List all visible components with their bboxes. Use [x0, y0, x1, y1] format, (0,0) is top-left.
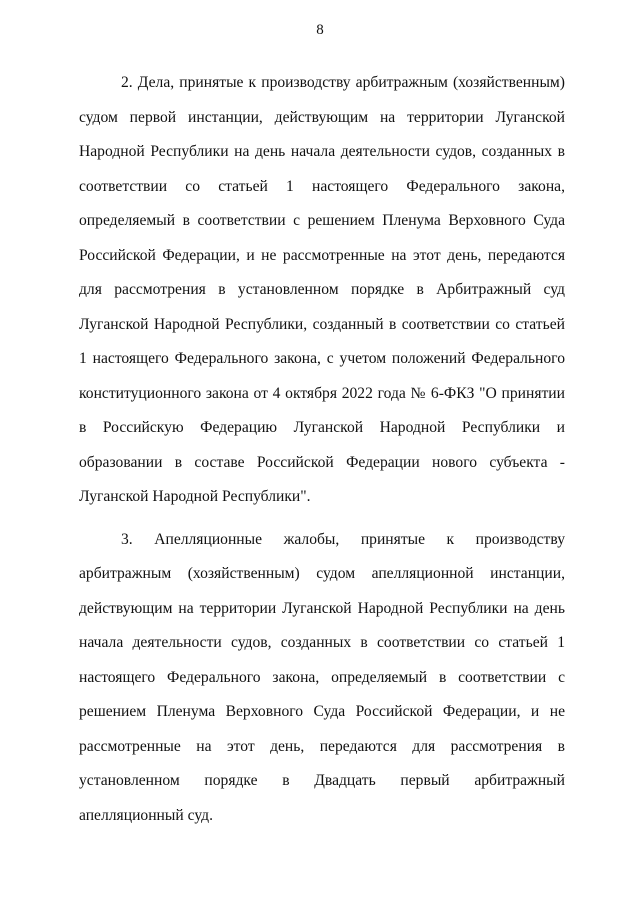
paragraph-2: 2. Дела, принятые к производству арбитражным (хозяйственным) судом первой инстанции, действующим на территории Луганской Народной Республики на день начала деятельности судов, созданных в соответствии со статьей 1 настоящего Федерального закона, определяемый в соответствии с решением Пленума Верховного Суда Российской Федерации, и не рассмотренные на этот день, передаются для рассмотрения в установленном порядке в Арбитражный суд Луганской Народной Республики, созданный в соответствии со статьей 1 настоящего Федерального закона, с учетом положений Федерального конституционного закона от 4 октября 2022 года № 6-ФКЗ "О принятии в Российскую Федерацию Луганской Народной Республики и образовании в составе Российской Федерации нового субъекта - Луганской Народной Республики".	[79, 74, 565, 505]
paragraph-3: 3. Апелляционные жалобы, принятые к производству арбитражным (хозяйственным) судом апелляционной инстанции, действующим на территории Луганской Народной Республики на день начала деятельности судов, созданных в соответствии со статьей 1 настоящего Федерального закона, определяемый в соответствии с решением Пленума Верховного Суда Российской Федерации, и не рассмотренные на этот день, передаются для рассмотрения в установленном порядке в Двадцать первый арбитражный апелляционный суд.	[79, 530, 565, 824]
page-number: 8	[316, 22, 324, 38]
document-body	[79, 66, 565, 833]
